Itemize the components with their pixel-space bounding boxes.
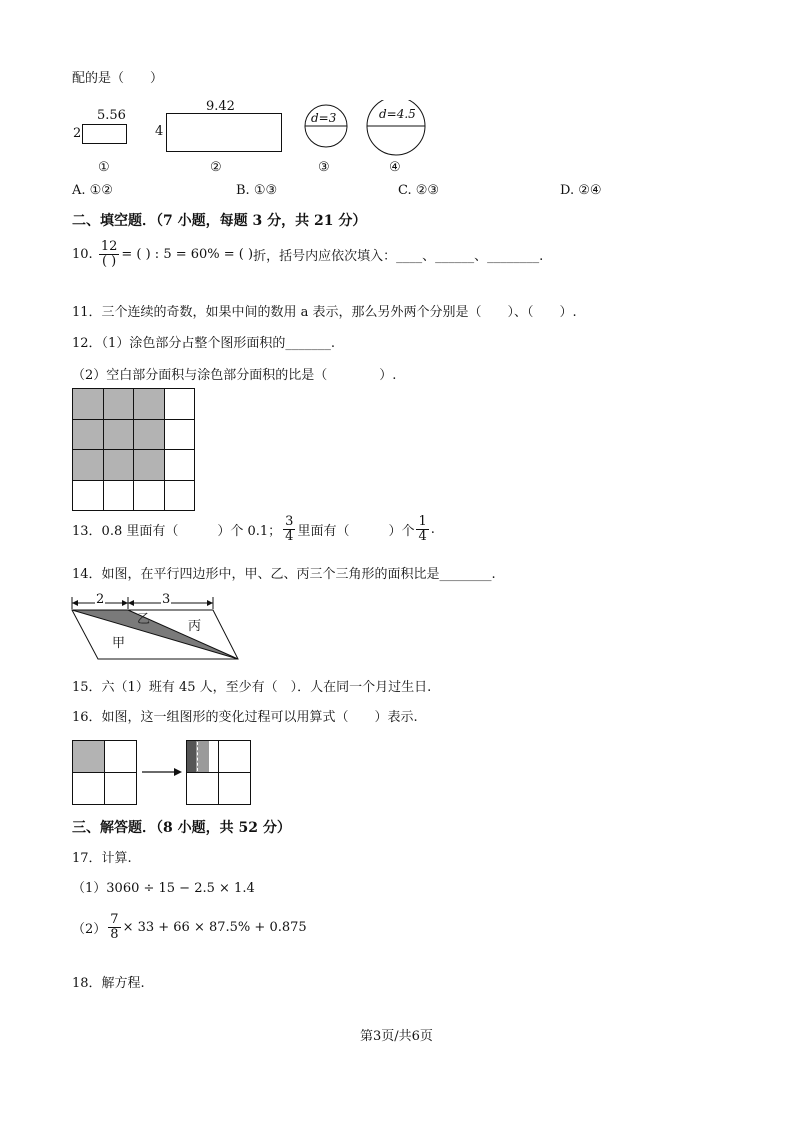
q13-part-a: 13．0.8 里面有（ ）个 0.1； (72, 523, 282, 539)
grid-cell-shaded (133, 388, 165, 420)
q10-frac-den: ( ) (101, 253, 117, 269)
q13-fraction-3-4 (283, 515, 295, 543)
q16-grid-after (186, 740, 250, 804)
fig1-side-label: 2 (73, 126, 82, 141)
q12-grid (72, 388, 194, 510)
question-12-part2: （2）空白部分面积与涂色部分面积的比是（ ）. (72, 368, 397, 383)
circle-figures (300, 100, 440, 156)
q17b-frac-num: 7 (110, 912, 119, 927)
grid-cell-shaded (72, 449, 104, 481)
grid-cell-shaded (133, 449, 165, 481)
arrow-r2 (207, 600, 213, 606)
option-c: C. ②③ (398, 183, 440, 198)
q17b-prefix: （2） (72, 921, 107, 937)
section-2-heading: 二、填空题．（7 小题，每题 3 分，共 21 分） (72, 213, 367, 229)
fig3-number: ③ (318, 160, 330, 175)
grid-cell-shaded (133, 419, 165, 451)
grid-cell (164, 419, 196, 451)
grid-cell (164, 388, 196, 420)
q13-part-b: 里面有（ ）个 (297, 523, 415, 539)
arrow-l1 (72, 600, 78, 606)
question-15: 15．六（1）班有 45 人，至少有（ ）．人在同一个月过生日. (72, 680, 432, 695)
q9-tail: 配的是（ ） (72, 71, 164, 86)
grid-cell (164, 480, 196, 512)
fig2-rectangle (166, 113, 282, 152)
q16-after-cell (186, 772, 219, 805)
q14-label-jia: 甲 (112, 636, 126, 651)
question-12-part1: 12．（1）涂色部分占整个图形面积的_______. (72, 336, 335, 351)
q13-f1-num: 3 (285, 514, 294, 529)
option-b: B. ①③ (236, 183, 278, 198)
q13-f2-den: 4 (418, 528, 427, 544)
grid-cell-shaded (72, 388, 104, 420)
question-11: 11．三个连续的奇数，如果中间的数用 a 表示，那么另外两个分别是（ ）、（ ）. (72, 305, 577, 320)
diagonal-1 (72, 610, 238, 659)
q10-tail: 折，括号内应依次填入：____、______、________. (253, 248, 544, 264)
question-10 (72, 240, 543, 268)
q13-f2-num: 1 (418, 514, 427, 529)
section-3-heading: 三、解答题．（8 小题，共 52 分） (72, 820, 291, 836)
q16-before-cell (104, 740, 137, 773)
grid-cell (133, 480, 165, 512)
q17b-fraction (108, 913, 120, 941)
fig3-diameter-label: d=3 (311, 111, 337, 125)
fig4-diameter-label: d=4.5 (379, 107, 416, 121)
q13-fraction-1-4 (416, 515, 428, 543)
fig1-rectangle (82, 124, 127, 144)
grid-cell (164, 449, 196, 481)
page-footer: 第3页/共6页 (360, 1029, 433, 1044)
q16-grid-before (72, 740, 136, 804)
right-arrow-icon (140, 764, 184, 780)
arrow-l2 (128, 600, 134, 606)
q16-after-cell (218, 740, 251, 773)
fig1-top-label: 5.56 (97, 108, 126, 123)
grid-cell-shaded (72, 419, 104, 451)
fig2-top-label: 9.42 (206, 99, 235, 114)
fig2-number: ② (210, 160, 222, 175)
q13-f1-den: 4 (285, 528, 294, 544)
q16-after-cell (218, 772, 251, 805)
question-17-part2 (72, 913, 307, 941)
q13-end: . (430, 521, 435, 537)
option-d: D. ②④ (560, 183, 602, 198)
q16-before-cell-shaded (72, 740, 105, 773)
q14-label-yi: 乙 (137, 612, 151, 627)
option-a: A. ①② (72, 183, 113, 198)
q17b-rest: × 33 + 66 × 87.5% + 0.875 (122, 919, 307, 935)
q16-before-cell (104, 772, 137, 805)
question-17-part1: （1）3060 ÷ 15 − 2.5 × 1.4 (72, 881, 255, 896)
question-16: 16．如图，这一组图形的变化过程可以用算式（ ）表示. (72, 710, 418, 725)
q16-dashed-lines (197, 742, 210, 771)
grid-cell (72, 480, 104, 512)
q10-equation: = ( ) : 5 = 60% = ( ) (121, 246, 254, 262)
q10-frac-num: 12 (100, 239, 118, 254)
grid-cell-shaded (103, 449, 135, 481)
question-14: 14．如图，在平行四边形中，甲、乙、丙三个三角形的面积比是________. (72, 567, 496, 582)
arrow-r1 (122, 600, 128, 606)
fig2-side-label: 4 (155, 124, 164, 139)
grid-cell-shaded (103, 388, 135, 420)
q14-dim-3: 3 (162, 592, 171, 607)
q17b-frac-den: 8 (110, 926, 119, 942)
grid-cell (103, 480, 135, 512)
q16-before-cell (72, 772, 105, 805)
grid-cell-shaded (103, 419, 135, 451)
question-17: 17．计算. (72, 851, 132, 866)
q10-number: 10. (72, 246, 93, 262)
question-18: 18．解方程. (72, 976, 145, 991)
q10-fraction (99, 240, 120, 268)
q14-dim-2: 2 (96, 592, 105, 607)
q14-label-bing: 丙 (188, 619, 202, 634)
fig1-number: ① (98, 160, 110, 175)
fig4-number: ④ (389, 160, 401, 175)
question-13 (72, 515, 435, 543)
